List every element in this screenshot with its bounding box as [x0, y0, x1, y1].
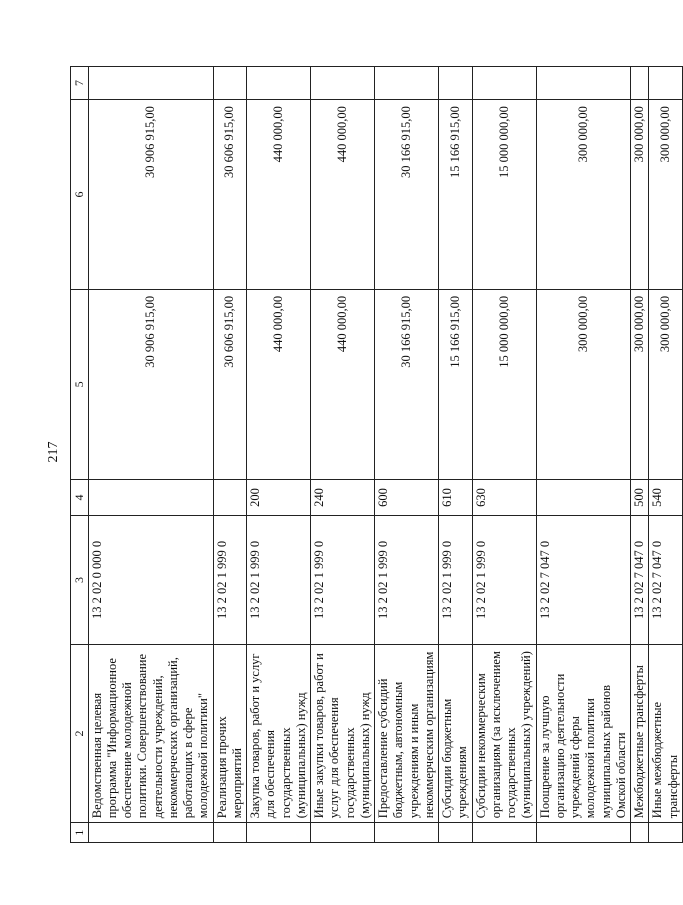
- row-amount-col5: 440 000,00: [247, 289, 311, 479]
- row-name: Межбюджетные трансферты: [631, 644, 649, 822]
- row-amount-col6: 30 906 915,00: [88, 100, 213, 290]
- table-row: [472, 67, 536, 843]
- header-cell-col6: 6: [71, 100, 89, 290]
- row-expense-type: [213, 479, 247, 515]
- row-amount-col6: 15 000 000,00: [472, 100, 536, 290]
- table-row: [247, 67, 311, 843]
- row-amount-col6: 440 000,00: [247, 100, 311, 290]
- row-col7: [375, 67, 439, 100]
- row-col7: [649, 67, 683, 100]
- row-code: 13 2 02 1 999 0: [439, 516, 473, 645]
- table-row: [631, 67, 649, 843]
- row-amount-col5: 300 000,00: [536, 289, 631, 479]
- table-row: [439, 67, 473, 843]
- row-index-cell: [536, 823, 631, 843]
- header-cell-col5: 5: [71, 289, 89, 479]
- row-amount-col5: 300 000,00: [631, 289, 649, 479]
- row-amount-col5: 15 000 000,00: [472, 289, 536, 479]
- row-name: Закупка товаров, работ и услуг для обеспечения государственных (муниципальных) нужд: [247, 644, 311, 822]
- row-amount-col5: 30 906 915,00: [88, 289, 213, 479]
- row-expense-type: 500: [631, 479, 649, 515]
- row-expense-type: [536, 479, 631, 515]
- row-code: 13 2 02 7 047 0: [649, 516, 683, 645]
- row-col7: [631, 67, 649, 100]
- row-col7: [311, 67, 375, 100]
- header-cell-col1: 1: [71, 823, 89, 843]
- row-index-cell: [631, 823, 649, 843]
- row-name: Предоставление субсидий бюджетным, автономным учреждениям и иным некоммерческим организациям: [375, 644, 439, 822]
- row-name: Реализация прочих мероприятий: [213, 644, 247, 822]
- row-amount-col6: 15 166 915,00: [439, 100, 473, 290]
- row-name: Иные закупки товаров, работ и услуг для обеспечения государственных (муниципальных) нужд: [311, 644, 375, 822]
- row-index-cell: [472, 823, 536, 843]
- table-row: [213, 67, 247, 843]
- row-index-cell: [213, 823, 247, 843]
- row-amount-col6: 30 166 915,00: [375, 100, 439, 290]
- row-code: 13 2 02 1 999 0: [472, 516, 536, 645]
- row-expense-type: 240: [311, 479, 375, 515]
- row-expense-type: 200: [247, 479, 311, 515]
- row-amount-col6: 300 000,00: [536, 100, 631, 290]
- row-col7: [536, 67, 631, 100]
- row-col7: [247, 67, 311, 100]
- row-name: Субсидии некоммерческим организациям (за исключением государственных (муниципальных) учреждений): [472, 644, 536, 822]
- row-index-cell: [247, 823, 311, 843]
- row-index-cell: [88, 823, 213, 843]
- row-index-cell: [649, 823, 683, 843]
- row-expense-type: 600: [375, 479, 439, 515]
- header-cell-col2: 2: [71, 644, 89, 822]
- row-amount-col6: 440 000,00: [311, 100, 375, 290]
- row-name: Субсидии бюджетным учреждениям: [439, 644, 473, 822]
- table-row: [311, 67, 375, 843]
- budget-table: [70, 66, 683, 843]
- row-code: 13 2 02 1 999 0: [213, 516, 247, 645]
- table-row: [375, 67, 439, 843]
- row-col7: [439, 67, 473, 100]
- row-name: Иные межбюджетные трансферты: [649, 644, 683, 822]
- row-expense-type: 540: [649, 479, 683, 515]
- row-code: 13 2 02 1 999 0: [247, 516, 311, 645]
- row-amount-col5: 15 166 915,00: [439, 289, 473, 479]
- header-cell-col7: 7: [71, 67, 89, 100]
- row-code: 13 2 02 0 000 0: [88, 516, 213, 645]
- row-code: 13 2 02 1 999 0: [375, 516, 439, 645]
- row-index-cell: [311, 823, 375, 843]
- row-expense-type: 630: [472, 479, 536, 515]
- row-amount-col6: 30 606 915,00: [213, 100, 247, 290]
- budget-table-container: [70, 66, 680, 843]
- row-name: Ведомственная целевая программа "Информационное обеспечение молодежной политики. Совершенствование деятельности учреждений, некоммерческих организаций, работающих в сфере молодежной политики": [88, 644, 213, 822]
- row-amount-col6: 300 000,00: [631, 100, 649, 290]
- header-cell-col3: 3: [71, 516, 89, 645]
- row-amount-col6: 300 000,00: [649, 100, 683, 290]
- row-code: 13 2 02 7 047 0: [536, 516, 631, 645]
- table-row: [536, 67, 631, 843]
- header-cell-col4: 4: [71, 479, 89, 515]
- row-col7: [472, 67, 536, 100]
- row-col7: [213, 67, 247, 100]
- table-row: [649, 67, 683, 843]
- header-row: [71, 67, 89, 843]
- row-index-cell: [375, 823, 439, 843]
- row-name: Поощрение за лучшую организацию деятельности учреждений сферы молодежной политики муниципальных районов Омской области: [536, 644, 631, 822]
- row-code: 13 2 02 7 047 0: [631, 516, 649, 645]
- row-index-cell: [439, 823, 473, 843]
- row-code: 13 2 02 1 999 0: [311, 516, 375, 645]
- row-amount-col5: 440 000,00: [311, 289, 375, 479]
- page-number: 217: [46, 441, 61, 463]
- row-expense-type: 610: [439, 479, 473, 515]
- table-row: [88, 67, 213, 843]
- row-col7: [88, 67, 213, 100]
- row-expense-type: [88, 479, 213, 515]
- row-amount-col5: 30 606 915,00: [213, 289, 247, 479]
- row-amount-col5: 300 000,00: [649, 289, 683, 479]
- row-amount-col5: 30 166 915,00: [375, 289, 439, 479]
